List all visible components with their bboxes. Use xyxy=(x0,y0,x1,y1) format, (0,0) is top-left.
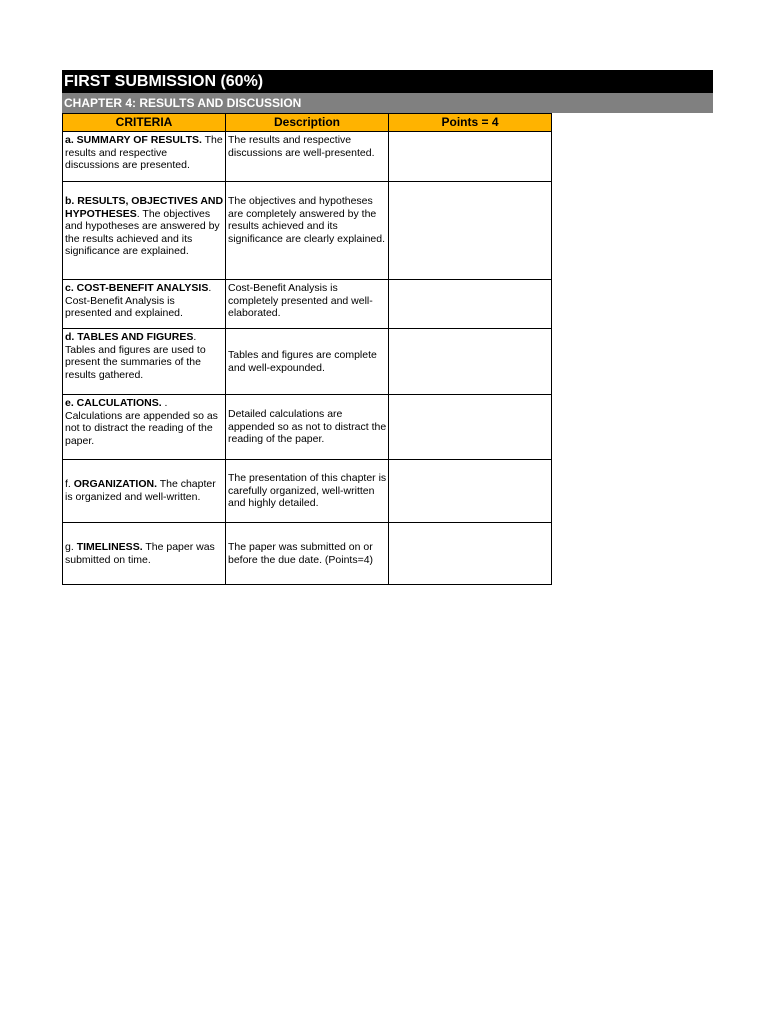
criteria-label: e. CALCULATIONS. xyxy=(65,397,162,409)
rubric-table xyxy=(62,113,552,585)
table-row xyxy=(63,182,552,280)
points-cell[interactable] xyxy=(389,523,552,585)
criteria-cell xyxy=(63,132,226,182)
points-cell[interactable] xyxy=(389,132,552,182)
description-cell: The results and respective discussions are well-presented. xyxy=(226,132,389,182)
criteria-cell xyxy=(63,395,226,460)
criteria-prefix: g. xyxy=(65,540,77,553)
description-cell: Tables and figures are complete and well-expounded. xyxy=(226,329,389,395)
description-text: The objectives and hypotheses are completely answered by the results achieved and its significance are clearly explained. xyxy=(228,195,386,245)
points-cell[interactable] xyxy=(389,280,552,329)
criteria-prefix: f. xyxy=(65,478,74,491)
criteria-cell xyxy=(63,523,226,585)
description-cell: The paper was submitted on or before the due date. (Points=4) xyxy=(226,523,389,585)
points-cell[interactable] xyxy=(389,460,552,523)
criteria-text: The chapter is organized and well-written. xyxy=(65,478,216,503)
description-cell xyxy=(226,182,389,280)
criteria-label: ORGANIZATION. xyxy=(73,478,157,491)
table-row xyxy=(63,329,552,395)
criteria-label: b. RESULTS, OBJECTIVES AND HYPOTHESES xyxy=(65,195,224,220)
criteria-text: . Cost-Benefit Analysis is presented and explained. xyxy=(65,282,212,320)
criteria-label: d. TABLES AND FIGURES xyxy=(65,331,194,343)
description-cell: Cost-Benefit Analysis is completely presented and well-elaborated. xyxy=(226,280,389,329)
criteria-text: . Tables and figures are used to present the summaries of the results gathered. xyxy=(65,331,206,381)
criteria-text: . The objectives and hypotheses are answered by the results achieved and its significance are explained. xyxy=(65,207,220,258)
criteria-text: The paper was submitted on time. xyxy=(65,540,215,566)
criteria-label: c. COST-BENEFIT ANALYSIS xyxy=(65,282,209,294)
criteria-text: . Calculations are appended so as not to distract the reading of the paper. xyxy=(65,397,218,447)
points-cell[interactable] xyxy=(389,182,552,280)
points-header: Points = 4 xyxy=(389,114,552,132)
header-row xyxy=(63,114,552,132)
description-header: Description xyxy=(226,114,389,132)
table-row xyxy=(63,395,552,460)
table-row xyxy=(63,132,552,182)
criteria-label: a. SUMMARY OF RESULTS. xyxy=(65,134,202,146)
criteria-cell xyxy=(63,460,226,523)
chapter-title: CHAPTER 4: RESULTS AND DISCUSSION xyxy=(62,93,713,113)
points-cell[interactable] xyxy=(389,329,552,395)
criteria-label: TIMELINESS. xyxy=(76,540,143,553)
description-cell: Detailed calculations are appended so as not to distract the reading of the paper. xyxy=(226,395,389,460)
table-row xyxy=(63,523,552,585)
criteria-cell xyxy=(63,182,226,280)
criteria-cell xyxy=(63,280,226,329)
table-row xyxy=(63,460,552,523)
criteria-text: The results and respective discussions are presented. xyxy=(65,134,223,172)
criteria-header: CRITERIA xyxy=(63,114,226,132)
criteria-cell xyxy=(63,329,226,395)
table-row xyxy=(63,280,552,329)
points-cell[interactable] xyxy=(389,395,552,460)
description-cell: The presentation of this chapter is carefully organized, well-written and highly detailed. xyxy=(226,460,389,523)
rubric-sheet xyxy=(62,70,713,585)
submission-title: FIRST SUBMISSION (60%) xyxy=(62,70,713,93)
